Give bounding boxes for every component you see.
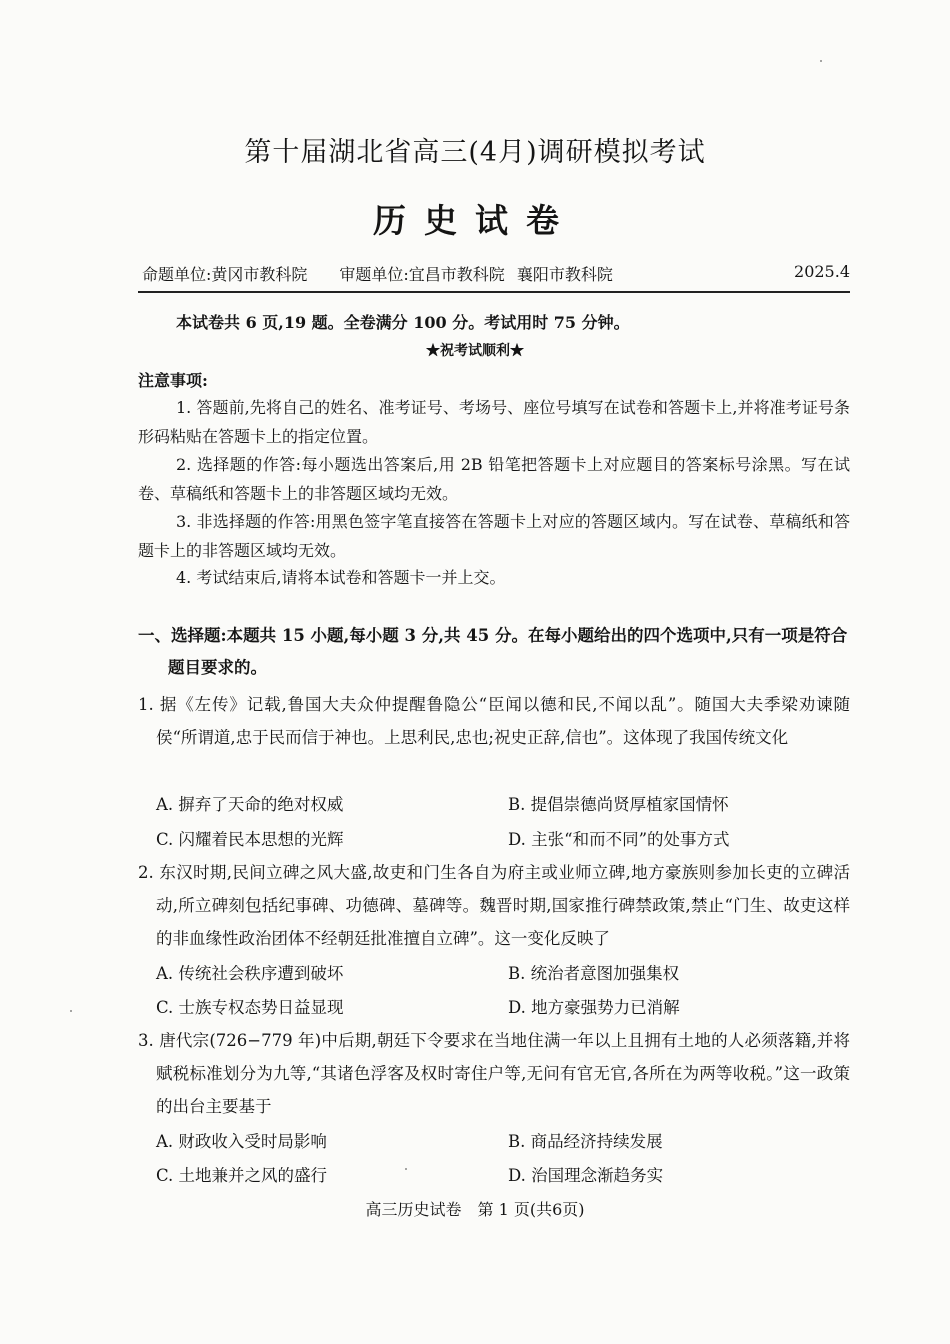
option-c: C. 土地兼并之风的盛行	[156, 1166, 328, 1185]
option-a: A. 摒弃了天命的绝对权威	[156, 795, 344, 814]
option-a: A. 财政收入受时局影响	[156, 1132, 327, 1151]
subject-title: 历史试卷	[373, 201, 577, 240]
option-c: C. 闪耀着民本思想的光辉	[156, 830, 344, 849]
notice-item: 1. 答题前,先将自己的姓名、准考证号、考场号、座位号填写在试卷和答题卡上,并将准考证号条形码粘贴在答题卡上的指定位置。	[138, 398, 850, 446]
header-divider	[138, 291, 850, 293]
exam-date: 2025.4	[794, 262, 850, 281]
scan-speck	[820, 60, 822, 62]
exam-meta-row	[142, 262, 850, 285]
option-d: D. 治国理念渐趋务实	[508, 1166, 664, 1185]
reviewer-unit: 审题单位:宜昌市教科院	[339, 265, 505, 284]
question-stem: 2. 东汉时期,民间立碑之风大盛,故吏和门生各自为府主或业师立碑,地方豪族则参加长吏的立碑活动,所立碑刻包括纪事碑、功德碑、墓碑等。魏晋时期,国家推行碑禁政策,禁止“门生、故吏这样的非血缘性政治团体不经朝廷批准擅自立碑”。这一变化反映了	[138, 863, 850, 948]
option-d: D. 地方豪强势力已消解	[508, 998, 680, 1017]
question-stem: 3. 唐代宗(726−779 年)中后期,朝廷下令要求在当地住满一年以上且拥有土地的人必须落籍,并将赋税标准划分为九等,“其诸色浮客及权时寄住户等,无问有官无官,各所在为两等收税。”这一政策的出台主要基于	[138, 1031, 850, 1116]
exam-title: 第十届湖北省高三(4月)调研模拟考试	[244, 137, 706, 168]
scan-speck	[405, 1168, 407, 1170]
question-stem: 1. 据《左传》记载,鲁国大夫众仲提醒鲁隐公“臣闻以德和民,不闻以乱”。随国大夫季梁劝谏随侯“所谓道,忠于民而信于神也。上思利民,忠也;祝史正辞,信也”。这体现了我国传统文化	[138, 695, 850, 747]
notice-heading: 注意事项:	[138, 371, 208, 390]
exam-summary: 本试卷共 6 页,19 题。全卷满分 100 分。考试用时 75 分钟。	[176, 313, 630, 332]
page-footer: 高三历史试卷 第 1 页(共6页)	[365, 1200, 585, 1219]
option-b: B. 商品经济持续发展	[508, 1132, 663, 1151]
reviewer-unit-2: 襄阳市教科院	[516, 265, 613, 284]
setter-unit: 命题单位:黄冈市教科院	[142, 265, 308, 284]
option-b: B. 统治者意图加强集权	[508, 964, 680, 983]
scan-speck	[70, 1010, 72, 1012]
section-heading: 一、选择题:本题共 15 小题,每小题 3 分,共 45 分。在每小题给出的四个选项中,只有一项是符合题目要求的。	[138, 626, 848, 677]
notice-item: 4. 考试结束后,请将本试卷和答题卡一并上交。	[176, 568, 506, 587]
option-a: A. 传统社会秩序遭到破坏	[156, 964, 344, 983]
notice-item: 3. 非选择题的作答:用黑色签字笔直接答在答题卡上对应的答题区域内。写在试卷、草稿纸和答题卡上的非答题区域均无效。	[138, 512, 850, 560]
good-luck-wish: ★祝考试顺利★	[426, 343, 524, 359]
notice-item: 2. 选择题的作答:每小题选出答案后,用 2B 铅笔把答题卡上对应题目的答案标号涂黑。写在试卷、草稿纸和答题卡上的非答题区域均无效。	[138, 455, 850, 503]
option-c: C. 士族专权态势日益显现	[156, 998, 344, 1017]
option-b: B. 提倡崇德尚贤厚植家国情怀	[508, 795, 729, 814]
option-d: D. 主张“和而不同”的处事方式	[508, 830, 730, 849]
